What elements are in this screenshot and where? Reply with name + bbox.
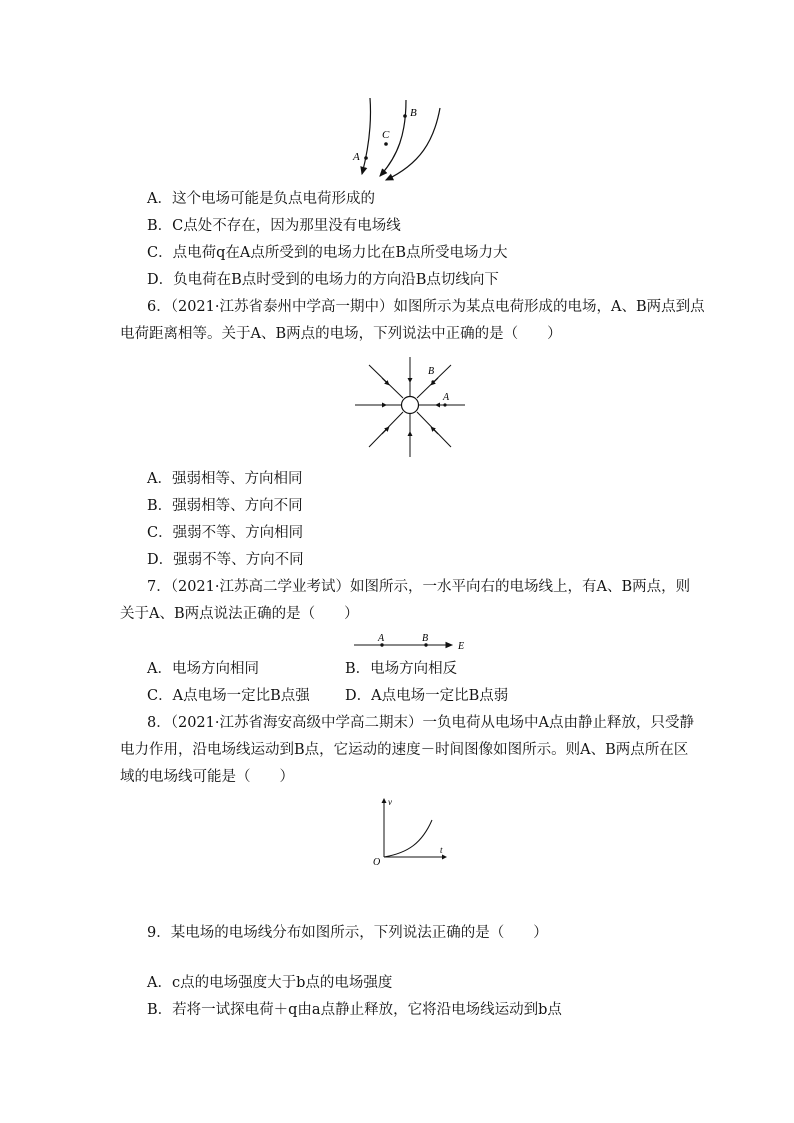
- q7-stem-line-2: 关于A、B两点说法正确的是（ ）: [120, 606, 359, 622]
- q8-stem-line-1: 8．（2021·江苏省海安高级中学高二期末）一负电荷从电场中A点由静止释放，只受静: [147, 715, 694, 731]
- q7-option-a: A．电场方向相同: [147, 661, 259, 677]
- q8-velocity-time-graph: [370, 795, 450, 867]
- q7-field-line-figure: [352, 631, 472, 653]
- q6-point-charge-figure: [355, 357, 465, 457]
- q7-option-d: D．A点电场一定比B点弱: [345, 688, 509, 704]
- q5-option-c: C．点电荷q在A点所受到的电场力比在B点所受电场力大: [147, 245, 508, 261]
- q7-option-b: B．电场方向相反: [345, 661, 458, 677]
- q7-option-c: C．A点电场一定比B点强: [147, 688, 310, 704]
- q5-label-a: A: [353, 151, 360, 163]
- q6-option-d: D．强弱不等、方向不同: [147, 552, 304, 568]
- q7-stem-line-1: 7．（2021·江苏高二学业考试）如图所示，一水平向右的电场线上，有A、B两点，则: [147, 579, 691, 595]
- q7-label-a: A: [378, 633, 385, 644]
- q5-option-a: A．这个电场可能是负点电荷形成的: [147, 191, 375, 207]
- q5-option-b: B．C点处不存在，因为那里没有电场线: [147, 218, 401, 234]
- q8-origin-o: O: [373, 857, 381, 867]
- q6-stem-line-2: 电荷距离相等。关于A、B两点的电场，下列说法中正确的是（ ）: [120, 326, 562, 342]
- q8-stem-line-2: 电力作用，沿电场线运动到B点，它运动的速度－时间图像如图所示。则A、B两点所在区: [120, 742, 689, 758]
- q5-option-d: D．负电荷在B点时受到的电场力的方向沿B点切线向下: [147, 272, 499, 288]
- q7-label-b: B: [422, 633, 429, 644]
- q6-label-b: B: [428, 366, 435, 377]
- q6-option-a: A．强弱相等、方向相同: [147, 471, 303, 487]
- q9-option-a: A．c点的电场强度大于b点的电场强度: [147, 975, 393, 991]
- q6-option-b: B．强弱相等、方向不同: [147, 498, 303, 514]
- q6-label-a: A: [443, 392, 450, 403]
- q9-option-b: B．若将一试探电荷＋q由a点静止释放，它将沿电场线运动到b点: [147, 1002, 562, 1018]
- q7-label-e: E: [458, 641, 465, 652]
- q5-label-b: B: [410, 107, 417, 119]
- q8-stem-line-3: 域的电场线可能是（ ）: [120, 769, 294, 785]
- q6-option-c: C．强弱不等、方向相同: [147, 525, 304, 541]
- q6-stem-line-1: 6．（2021·江苏省泰州中学高一期中）如图所示为某点电荷形成的电场，A、B两点到点: [147, 299, 705, 315]
- q5-field-lines-figure: [340, 96, 450, 186]
- q8-axis-t: t: [440, 845, 443, 855]
- q8-axis-v: v: [388, 797, 392, 807]
- q9-stem: 9．某电场的电场线分布如图所示，下列说法正确的是（ ）: [147, 925, 548, 941]
- q5-label-c: C: [382, 129, 390, 141]
